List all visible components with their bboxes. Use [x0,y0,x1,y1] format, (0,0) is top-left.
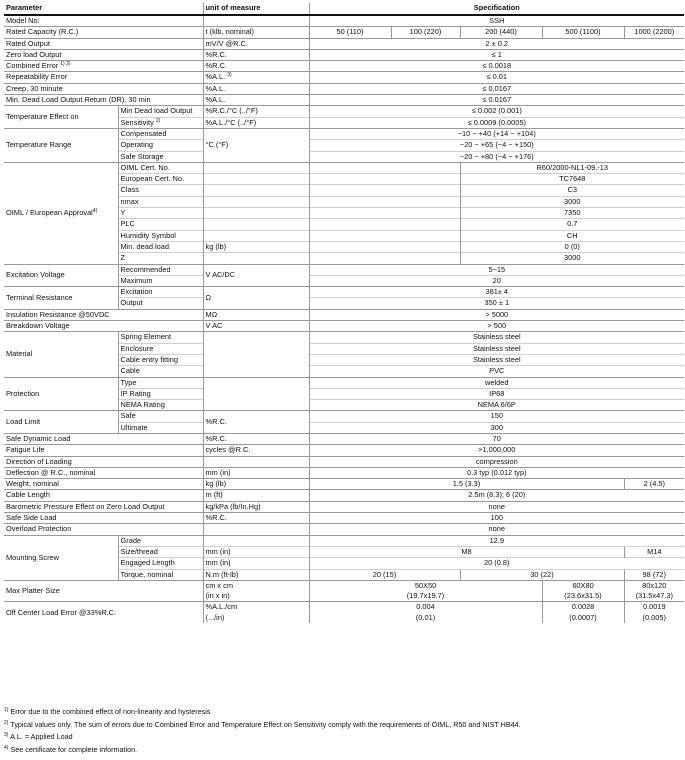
footnotes [4,706,684,756]
table-row [4,490,684,501]
sub-label: Z [118,253,203,264]
table-row [4,321,684,332]
row-label: Off Center Load Error @33%R.C. [4,602,203,623]
row-value: ≤ 0.0167 [309,83,684,94]
group-label: Temperature Effect on [4,106,118,129]
row-unit [203,377,309,411]
group-label: Excitation Voltage [4,264,118,287]
row-unit: %A.L. [203,83,309,94]
sub-label: Cable [118,366,203,377]
row-unit: %A.L./°C (../°F) [203,117,309,128]
row-unit: mm (in) [203,546,309,557]
row-value: 98 (72) [624,569,684,580]
row-value: 3000 [460,253,684,264]
row-unit: MΩ [203,309,309,320]
footnote [4,731,684,744]
row-label: Overload Protection [4,524,203,535]
row-value: −20 ~ +65 (−4 ~ +150) [309,140,684,151]
row-value: R60/2000-NL1-09.-13 [460,162,684,173]
row-value: (31.5x47.3) [624,591,684,602]
row-value: Stainless steel [309,332,684,343]
row-unit [203,524,309,535]
row-value: none [309,524,684,535]
table-row [4,15,684,27]
table-row [4,287,684,298]
row-value: 70 [309,433,684,444]
empty-cell [309,253,460,264]
row-value: 0.004 [309,602,542,613]
row-unit: %R.C. [203,433,309,444]
row-value: Stainless steel [309,343,684,354]
row-unit: kg/kPa (lb/In.Hg) [203,501,309,512]
group-label: Mounting Screw [4,535,118,580]
sub-label: Maximum [118,275,203,286]
row-value: 100 [309,513,684,524]
specification-table [4,3,684,623]
row-value: NEMA 6/6P [309,400,684,411]
row-value: 2.5m (8.3); 6 (20) [309,490,684,501]
empty-cell [309,241,460,252]
group-label: Material [4,332,118,377]
row-value: ≤ 0.01 [309,72,684,83]
row-unit [203,535,309,546]
sub-label: Enclosure [118,343,203,354]
sub-label: PLC [118,219,203,230]
sub-label: Grade [118,535,203,546]
table-header [4,3,684,15]
row-label: Model No: [6,16,40,25]
row-unit: mV/V @R.C. [203,38,309,49]
table-row [4,433,684,444]
table-row [4,445,684,456]
label-text: Combined Error [6,61,59,71]
sub-label: Ultimate [118,422,203,433]
row-value: ≤ 0.0018 [309,61,684,72]
table-row [4,49,684,60]
row-value: C3 [460,185,684,196]
footnote [4,706,684,719]
footnote-text: Typical values only. The sum of errors due to Combined Error and Temperature Effect on Sensitivity comply with the requirements of OIML, R50 and NIST HB44. [10,719,521,729]
sub-label: Type [118,377,203,388]
table-row [4,602,684,613]
row-value: (0.01) [309,613,542,623]
row-unit [203,456,309,467]
table-row [4,411,684,422]
label-text: OIML / European Approval [6,208,93,218]
sub-label: Cable entry fitting [118,354,203,365]
sub-label: Class [118,185,203,196]
sub-label: OIML Cert. No. [118,162,203,173]
table-row [4,467,684,478]
group-label: Load Limit [4,411,118,434]
row-value: M14 [624,546,684,557]
unit-text: %A.L. [205,72,226,82]
row-label: Cable Length [4,490,203,501]
row-value: 0.7 [460,219,684,230]
row-label: Min. Dead Load Output Return (DR), 30 min [4,95,203,106]
sub-label: Output [118,298,203,309]
row-label: Deflection @ R.C., nominal [4,467,203,478]
row-unit: %R.C. [203,61,309,72]
row-value: 50X50 [309,580,542,591]
group-label: Temperature Range [4,128,118,162]
sub-label: NEMA Rating [118,400,203,411]
row-value: 2 ± 0.2 [309,38,684,49]
row-unit: %R.C. [203,411,309,434]
row-value: welded [309,377,684,388]
row-value: 12.9 [309,535,684,546]
empty-cell [309,185,460,196]
footnote-text: Error due to the combined effect of non-linearity and hysteresis [10,707,211,716]
row-unit: %R.C. [203,49,309,60]
row-unit [203,185,309,196]
row-unit [203,219,309,230]
group-label: Terminal Resistance [4,287,118,310]
capacity-value: 50 (110) [309,27,391,38]
row-label: Rated Output [4,38,203,49]
row-value: M8 [309,546,624,557]
footnote-number: 3) [4,732,9,739]
row-unit [203,196,309,207]
row-value: (23.6x31.5) [542,591,624,602]
sub-label: IP Rating [118,388,203,399]
row-unit: kg (lb) [203,241,309,252]
row-unit: °C (°F) [203,128,309,162]
sub-label [118,117,203,128]
sub-label: nmax [118,196,203,207]
row-value: 20 (0.8) [309,558,684,569]
row-label: Repeatability Error [4,72,203,83]
sub-label: Humidity Symbol [118,230,203,241]
footnote-text: See certificate for complete information. [10,744,138,754]
row-unit [203,162,309,173]
row-value: 381± 4 [309,287,684,298]
row-label: Insulation Resistance @50VDC [4,309,203,320]
row-label: Direction of Loading [4,456,203,467]
header-unit: unit of measure [203,3,309,15]
sub-label: Operating [118,140,203,151]
row-unit [203,253,309,264]
row-unit: Ω [203,287,309,310]
footnote-number: 1) [4,707,9,713]
row-unit [203,72,309,83]
sub-label: Size/thread [118,546,203,557]
table-row [4,95,684,106]
row-value: 20 (15) [309,569,460,580]
row-value: 0 (0) [460,241,684,252]
sub-label: Excitation [118,287,203,298]
row-value: 150 [309,411,684,422]
capacity-value: 100 (220) [391,27,460,38]
row-value: 350 ± 1 [309,298,684,309]
row-value: CH [460,230,684,241]
row-unit: V AC/DC [203,264,309,287]
table-row [4,456,684,467]
row-label: Safe Dynamic Load [4,433,203,444]
row-value: >1,000,000 [309,445,684,456]
row-value: 20 [309,275,684,286]
footnote-ref: 1) 2) [60,61,71,68]
table-row [4,38,684,49]
sub-label: Min Dead load Output [118,106,203,117]
row-unit: (in x in) [203,591,309,602]
table-row [4,513,684,524]
empty-cell [309,219,460,230]
sub-label: Y [118,208,203,219]
row-value: > 5000 [309,309,684,320]
row-value: 0.0019 [624,602,684,613]
row-value: Stainless steel [309,354,684,365]
row-value: SSH [309,15,684,27]
row-value: 2 (4.5) [624,479,684,490]
row-value: 7350 [460,208,684,219]
row-label [4,61,203,72]
table-row [4,535,684,546]
row-unit: cycles @R.C. [203,445,309,456]
table-row [4,377,684,388]
row-value: ≤ 1 [309,49,684,60]
row-unit [203,230,309,241]
row-value: ≤ 0.002 (0.001) [309,106,684,117]
empty-cell [309,174,460,185]
footnote-number: 2) [4,719,9,726]
table-row [4,264,684,275]
row-unit: kg (lb) [203,479,309,490]
row-value: −20 ~ +80 (−4 ~ +176) [309,151,684,162]
row-value: ≤ 0.0167 [309,95,684,106]
row-unit [203,332,309,377]
row-value: 30 (22) [460,569,624,580]
row-unit: (.../in) [203,613,309,623]
capacity-value: 1000 (2200) [624,27,684,38]
row-value: 5~15 [309,264,684,275]
row-value: (0.005) [624,613,684,623]
label-text: Sensitivity [120,117,154,127]
header-specification: Specification [309,3,684,15]
row-unit: %A.L./cm [203,602,309,613]
sub-label: Compensated [118,128,203,139]
row-value: ≤ 0.0009 (0.0005) [309,117,684,128]
row-value: 1.5 (3.3) [309,479,624,490]
row-unit: N.m (ft-lb) [203,569,309,580]
empty-cell [309,196,460,207]
table-row [4,309,684,320]
table-row [4,580,684,591]
row-unit: %A.L. [203,95,309,106]
row-label: Rated Capacity (R.C.) [4,27,203,38]
row-label: Creep, 30 minute [4,83,203,94]
row-unit [203,174,309,185]
row-value: −10 ~ +40 (+14 ~ +104) [309,128,684,139]
row-unit: t (klb, nominal) [203,27,309,38]
row-value: TC7648 [460,174,684,185]
row-unit: %R.C./°C (../°F) [203,106,309,117]
row-label: Fatigue Life [4,445,203,456]
table-row [4,524,684,535]
capacity-value: 200 (440) [460,27,542,38]
row-unit: mm (in) [203,558,309,569]
row-unit: mm (in) [203,467,309,478]
row-value: 300 [309,422,684,433]
row-label: Zero load Output [4,49,203,60]
sub-label: Safe [118,411,203,422]
row-value: IP68 [309,388,684,399]
footnote-number: 4) [4,744,9,751]
group-label [4,162,118,264]
footnote-text: A.L. = Applied Load [10,732,73,742]
table-row [4,332,684,343]
row-label: Safe Side Load [4,513,203,524]
table-row [4,162,684,173]
footnote [4,719,684,732]
header-parameter: Parameter [4,3,203,15]
row-value: 0.3 typ (0.012 typ) [309,467,684,478]
row-value: 80x120 [624,580,684,591]
row-value: 0.0028 [542,602,624,613]
table-row [4,128,684,139]
row-unit: %R.C. [203,513,309,524]
table-row [4,72,684,83]
footnote-ref: 4) [92,208,98,215]
row-unit: m (ft) [203,490,309,501]
row-unit: V AC [203,321,309,332]
row-value: none [309,501,684,512]
row-value: 60X80 [542,580,624,591]
row-label: Weight, nominal [4,479,203,490]
row-label: Max Platter Size [4,580,203,602]
row-unit [203,208,309,219]
empty-cell [309,208,460,219]
sub-label: Safe Storage [118,151,203,162]
footnote [4,744,684,757]
table-row [4,106,684,117]
row-value: (19.7x19.7) [309,591,542,602]
sub-label: Torque, nominal [118,569,203,580]
row-unit: cm x cm [203,580,309,591]
empty-cell [309,230,460,241]
sub-label: Spring Element [118,332,203,343]
row-value: > 500 [309,321,684,332]
capacity-value: 500 (1100) [542,27,624,38]
row-label: Barometric Pressure Effect on Zero Load Output [4,501,203,512]
footnote-ref: 2) [155,117,161,124]
sub-label: Engaged Length [118,558,203,569]
group-label: Protection [4,377,118,411]
footnote-ref: 3) [227,72,232,79]
sub-label: European Cert. No. [118,174,203,185]
table-row [4,83,684,94]
table-row [4,61,684,72]
sub-label: Min. dead load [118,241,203,252]
table-row [4,27,684,38]
row-value: 3000 [460,196,684,207]
table-row [4,479,684,490]
row-value: (0.0007) [542,613,624,623]
row-unit [203,15,309,27]
empty-cell [309,162,460,173]
sub-label: Recommended [118,264,203,275]
row-value: compression [309,456,684,467]
row-label: Breakdown Voltage [4,321,203,332]
row-value: PVC [309,366,684,377]
table-row [4,501,684,512]
